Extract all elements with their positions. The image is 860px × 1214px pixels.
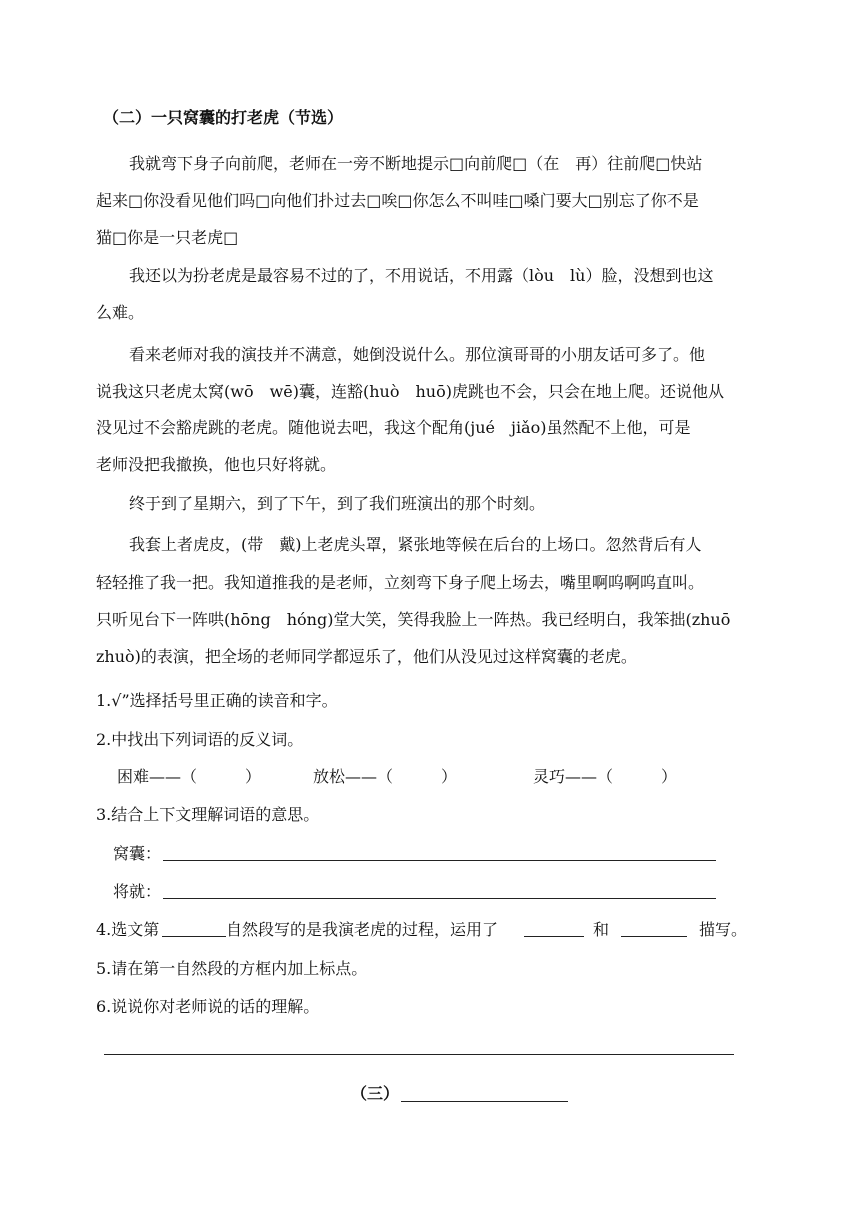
- antonym-item-1: 困难——（ ）: [117, 767, 262, 786]
- paragraph-5-line-4: zhuò)的表演，把全场的老师同学都逗乐了，他们从没见过这样窝囊的老虎。: [96, 647, 637, 666]
- answer-line-2[interactable]: [163, 898, 716, 899]
- paragraph-3-line-3: 没见过不会豁虎跳的老虎。随他说去吧，我这个配角(jué jiǎo)虽然配不上他，可是: [96, 418, 691, 437]
- question-1: 1.√”选择括号里正确的读音和字。: [96, 691, 338, 710]
- paragraph-1-line-3: 猫□你是一只老虎□: [96, 228, 239, 247]
- paragraph-5-line-2: 轻轻推了我一把。我知道推我的是老师，立刻弯下身子爬上场去，嘴里啊呜啊呜直叫。: [96, 573, 705, 592]
- section-3-label: （三）: [351, 1084, 400, 1103]
- blank-paragraph-number[interactable]: [162, 936, 226, 937]
- answer-line-1[interactable]: [163, 860, 716, 861]
- question-4-part-4: 描写。: [699, 920, 748, 939]
- question-4-part-1: 4.选文第: [96, 920, 160, 939]
- paragraph-5-line-1: 我套上者虎皮，(带 戴)上老虎头罩，紧张地等候在后台的上场口。忽然背后有人: [129, 535, 702, 554]
- antonym-item-2: 放松——（ ）: [313, 767, 458, 786]
- question-5: 5.请在第一自然段的方框内加上标点。: [96, 959, 368, 978]
- blank-description-1[interactable]: [524, 936, 584, 937]
- question-4-part-3: 和: [593, 920, 610, 939]
- section-title: （二）一只窝囊的打老虎（节选）: [103, 108, 344, 127]
- paragraph-5-line-3: 只听见台下一阵哄(hōng hóng)堂大笑，笑得我脸上一阵热。我已经明白，我笨拙(zhuō: [96, 610, 731, 629]
- paragraph-2-line-2: 么难。: [96, 303, 145, 322]
- paragraph-3-line-4: 老师没把我撤换，他也只好将就。: [96, 455, 337, 474]
- meaning-label-1: 窝囊：: [113, 844, 162, 863]
- paragraph-3-line-1: 看来老师对我的演技并不满意，她倒没说什么。那位演哥哥的小朋友话可多了。他: [129, 345, 706, 364]
- answer-line-q6[interactable]: [104, 1054, 734, 1055]
- paragraph-1-line-2: 起来□你没看见他们吗□向他们扑过去□唉□你怎么不叫哇□嗓门要大□别忘了你不是: [96, 191, 699, 210]
- meaning-label-2: 将就：: [113, 882, 162, 901]
- antonym-item-3: 灵巧——（ ）: [533, 767, 678, 786]
- paragraph-4-line-1: 终于到了星期六，到了下午，到了我们班演出的那个时刻。: [129, 494, 546, 513]
- paragraph-1-line-1: 我就弯下身子向前爬，老师在一旁不断地提示□向前爬□（在 再）往前爬□快站: [129, 154, 703, 173]
- question-4-part-2: 自然段写的是我演老虎的过程，运用了: [226, 920, 499, 939]
- section-3-title-blank[interactable]: [401, 1101, 568, 1102]
- blank-description-2[interactable]: [621, 936, 687, 937]
- question-6: 6.说说你对老师说的话的理解。: [96, 997, 320, 1016]
- paragraph-3-line-2: 说我这只老虎太窝(wō wē)囊，连豁(huò huō)虎跳也不会，只会在地上爬。还说他从: [96, 382, 724, 401]
- question-3: 3.结合上下文理解词语的意思。: [96, 805, 320, 824]
- paragraph-2-line-1: 我还以为扮老虎是最容易不过的了，不用说话，不用露（lòu lù）脸，没想到也这: [129, 266, 714, 285]
- question-2: 2.中找出下列词语的反义词。: [96, 730, 304, 749]
